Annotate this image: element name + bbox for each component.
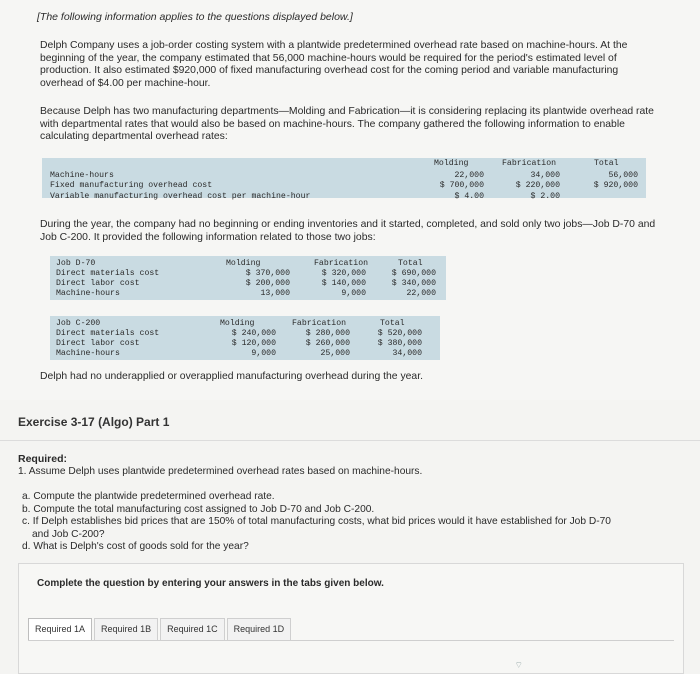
job-cell: 22,000 xyxy=(406,289,436,298)
job-c200-table xyxy=(50,316,440,360)
paragraph-overview: Delph Company uses a job-order costing system with a plantwide predetermined overhead rate based on machine-hours. At the beginning of the year, the company estimated that 56,000 machine-hours would be required for the period's estimated level of production. It also estimated $920,000 of fixed manufacturing overhead cost for the coming period and variable manufacturing overhead of $4.00 per machine-hour. xyxy=(40,40,628,89)
job-cell: $ 280,000 xyxy=(305,329,350,338)
dept-header-fabrication: Fabrication xyxy=(502,159,557,168)
job-header-total: Total xyxy=(380,319,405,328)
job-cell: 13,000 xyxy=(260,289,290,298)
dept-cell: $ 700,000 xyxy=(439,181,484,190)
job-d70-table xyxy=(50,256,446,300)
dept-header-total: Total xyxy=(594,159,619,168)
tab-required-1d[interactable]: Required 1D xyxy=(227,618,292,641)
dept-cell: $ 920,000 xyxy=(593,181,638,190)
required-heading: Required: xyxy=(18,453,68,465)
job-cell: $ 320,000 xyxy=(321,269,366,278)
dept-cell: $ 220,000 xyxy=(515,181,560,190)
paragraph-overhead-note: Delph had no underapplied or overapplied manufacturing overhead during the year. xyxy=(40,371,423,382)
complete-prompt: Complete the question by entering your answers in the tabs given below. xyxy=(37,578,384,589)
job-cell: $ 370,000 xyxy=(245,269,290,278)
job-header-fabrication: Fabrication xyxy=(314,259,369,268)
tab-bar xyxy=(28,618,293,640)
dept-row-label: Machine-hours xyxy=(50,171,114,180)
job-title: Job D-70 xyxy=(56,259,96,268)
job-row-label: Direct materials cost xyxy=(56,329,160,338)
answer-tabs-box xyxy=(18,563,684,674)
paragraph-jobs: During the year, the company had no beginning or ending inventories and it started, completed, and sold only two jobs—Job D-70 and Job C-200. It provided the following information related to those two jobs: xyxy=(40,219,656,243)
task-item: c. If Delph establishes bid prices that are 150% of total manufacturing costs, what bid prices would it have established for Job D-70 xyxy=(22,516,611,528)
job-cell: $ 140,000 xyxy=(321,279,366,288)
section-divider xyxy=(0,440,700,441)
job-row-label: Machine-hours xyxy=(56,349,120,358)
tab-required-1b[interactable]: Required 1B xyxy=(94,618,158,641)
dept-cell: 34,000 xyxy=(530,171,560,180)
job-cell: $ 200,000 xyxy=(245,279,290,288)
job-row-label: Machine-hours xyxy=(56,289,120,298)
task-list xyxy=(22,491,672,554)
dept-row-label: Fixed manufacturing overhead cost xyxy=(50,181,213,190)
task-item: d. What is Delph's cost of goods sold for the year? xyxy=(22,541,249,553)
job-title: Job C-200 xyxy=(56,319,101,328)
job-cell: $ 380,000 xyxy=(377,339,422,348)
task-item: b. Compute the total manufacturing cost assigned to Job D-70 and Job C-200. xyxy=(22,503,375,515)
tab-required-1c[interactable]: Required 1C xyxy=(160,618,225,641)
job-cell: $ 690,000 xyxy=(391,269,436,278)
dept-cell: $ 2.00 xyxy=(530,192,560,201)
tab-required-1a[interactable]: Required 1A xyxy=(28,618,92,641)
job-cell: $ 520,000 xyxy=(377,329,422,338)
job-cell: $ 340,000 xyxy=(391,279,436,288)
dept-header-molding: Molding xyxy=(434,159,469,168)
job-cell: 34,000 xyxy=(392,349,422,358)
job-header-molding: Molding xyxy=(220,319,255,328)
job-cell: $ 120,000 xyxy=(231,339,276,348)
exercise-title: Exercise 3-17 (Algo) Part 1 xyxy=(18,415,170,429)
job-cell: 9,000 xyxy=(251,349,276,358)
intro-note: [The following information applies to the questions displayed below.] xyxy=(37,11,353,23)
job-cell: $ 240,000 xyxy=(231,329,276,338)
job-header-fabrication: Fabrication xyxy=(292,319,347,328)
job-cell: $ 260,000 xyxy=(305,339,350,348)
paragraph-departments: Because Delph has two manufacturing departments—Molding and Fabrication—it is considering replacing its plantwide overhead rate with departmental rates that would also be based on machine-hours. The company gathered the following information to enable calculating departmental overhead rates: xyxy=(40,106,654,143)
dept-cell: 56,000 xyxy=(608,171,638,180)
job-header-total: Total xyxy=(398,259,423,268)
dept-cell: $ 4.00 xyxy=(454,192,484,201)
dept-row-label: Variable manufacturing overhead cost per machine-hour xyxy=(50,192,311,201)
task-item: a. Compute the plantwide predetermined overhead rate. xyxy=(22,491,275,502)
job-row-label: Direct labor cost xyxy=(56,339,140,348)
job-header-molding: Molding xyxy=(226,259,261,268)
tab-underline xyxy=(28,640,674,641)
dept-cell: 22,000 xyxy=(454,171,484,180)
resize-handle-icon: ⌔ xyxy=(514,660,523,670)
job-cell: 9,000 xyxy=(341,289,366,298)
job-cell: 25,000 xyxy=(320,349,350,358)
task-item-continued: and Job C-200? xyxy=(32,528,105,540)
job-row-label: Direct materials cost xyxy=(56,269,160,278)
required-line: 1. Assume Delph uses plantwide predetermined overhead rates based on machine-hours. xyxy=(18,466,423,477)
department-table xyxy=(42,158,646,201)
job-row-label: Direct labor cost xyxy=(56,279,140,288)
